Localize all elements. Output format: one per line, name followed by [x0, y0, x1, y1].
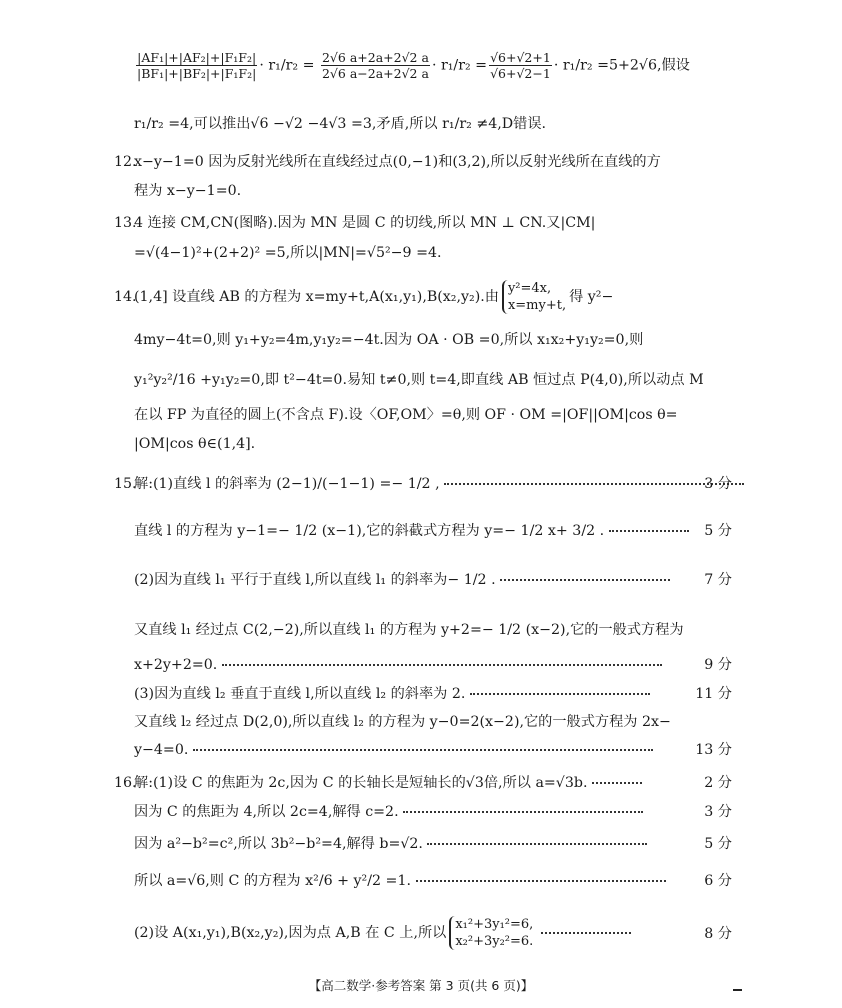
score-mark: 6 分	[704, 873, 732, 889]
q16-text: 因为 a²−b²=c²,所以 3b²−b²=4,解得 b=√2.	[134, 836, 423, 852]
dot-leader	[592, 782, 642, 784]
score-mark: 9 分	[704, 657, 732, 673]
q14-line-4: 在以 FP 为直径的圆上(不含点 F).设〈OF,OM〉=θ,则 OF · OM =|OF||OM|cos θ=	[134, 407, 678, 423]
q16-line-5	[134, 912, 738, 954]
score-mark: 11 分	[695, 686, 732, 702]
intro-text-2: =4,可以推出√6 −√2 −4√3 =3,矛盾,所以 r₁/r₂ ≠4,D错误.	[168, 116, 547, 132]
q15-text: 解:(1)直线 l 的斜率为 (2−1)/(−1−1) =− 1/2 ,	[134, 476, 440, 492]
dot-leader	[444, 483, 744, 485]
q15-line-8	[134, 740, 738, 760]
system-eq-2: x₂²+3y₂²=6.	[455, 934, 534, 949]
q15-text: y−4=0.	[134, 742, 189, 758]
dot-leader	[541, 932, 631, 934]
q13-line-1: 4 连接 CM,CN(图略).因为 MN 是圆 C 的切线,所以 MN ⊥ CN.又|CM|	[134, 215, 596, 231]
score-mark: 5 分	[704, 523, 732, 539]
q16-text: 所以 a=√6,则 C 的方程为 x²/6 + y²/2 =1.	[134, 873, 411, 889]
page-footer: 【高二数学·参考答案 第 3 页(共 6 页)】	[308, 978, 534, 993]
dot-leader	[222, 664, 662, 666]
dot-leader	[500, 579, 670, 581]
fraction-3	[489, 50, 552, 81]
q14-text: (1,4] 设直线 AB 的方程为 x=my+t,A(x₁,y₁),B(x₂,y₂).由	[134, 289, 499, 305]
q15-line-3	[134, 570, 738, 590]
intro-line-2: r₁/r₂ =4,可以推出√6 −√2 −4√3 =3,矛盾,所以 r₁/r₂ ≠4,D错误.	[134, 116, 547, 132]
dot-leader	[427, 843, 647, 845]
q15-text: (2)因为直线 l₁ 平行于直线 l,所以直线 l₁ 的斜率为− 1/2 .	[134, 572, 496, 588]
q13-number: 13.	[114, 215, 137, 231]
q12-line-2: 程为 x−y−1=0.	[134, 183, 242, 199]
q13-line-2: =√(4−1)²+(2+2)² =5,所以|MN|=√5²−9 =4.	[134, 245, 442, 261]
score-mark: 8 分	[704, 926, 732, 942]
dot-leader	[470, 693, 650, 695]
score-mark: 2 分	[704, 775, 732, 791]
q15-line-2	[134, 521, 738, 541]
fraction-denominator: 2√6 a−2a+2√2 a	[321, 66, 429, 81]
fraction-denominator: |BF₁|+|BF₂|+|F₁F₂|	[137, 66, 257, 81]
fraction-2	[321, 50, 430, 81]
q16-line-4	[134, 871, 738, 891]
q15-text: x+2y+2=0.	[134, 657, 218, 673]
equation-system	[449, 916, 533, 950]
score-mark: 7 分	[704, 572, 732, 588]
q15-text: (3)因为直线 l₂ 垂直于直线 l,所以直线 l₂ 的斜率为 2.	[134, 686, 466, 702]
score-mark: 13 分	[695, 742, 732, 758]
dot-leader	[193, 749, 653, 751]
q16-text: (2)设 A(x₁,y₁),B(x₂,y₂),因为点 A,B 在 C 上,所以	[134, 925, 447, 941]
score-mark: 3 分	[704, 476, 732, 492]
dot-leader	[416, 880, 666, 882]
q14-number: 14.	[114, 289, 137, 305]
q16-number: 16.	[114, 775, 137, 791]
ratio-fraction	[136, 50, 257, 81]
equation-system	[502, 280, 566, 314]
system-eq-2: x=my+t,	[507, 298, 567, 313]
fraction-numerator: 2√6 a+2a+2√2 a	[321, 50, 429, 65]
q14-line-1	[134, 276, 738, 318]
intro-text-end: =5+2√6,假设	[597, 57, 690, 74]
q15-line-5	[134, 655, 738, 675]
q16-text: 解:(1)设 C 的焦距为 2c,因为 C 的长轴长是短轴长的√3倍,所以 a=√3b.	[134, 775, 588, 791]
fraction-denominator: √6+√2−1	[490, 66, 551, 81]
q16-line-2	[134, 802, 738, 822]
q16-text: 因为 C 的焦距为 4,所以 2c=4,解得 c=2.	[134, 804, 399, 820]
q15-line-6	[134, 684, 738, 704]
corner-mark	[733, 989, 742, 991]
dot-leader	[609, 530, 689, 532]
score-mark: 3 分	[704, 804, 732, 820]
fraction-numerator: √6+√2+1	[490, 50, 551, 65]
q14-line-5: |OM|cos θ∈(1,4].	[134, 436, 256, 452]
dot-leader	[403, 811, 643, 813]
q15-line-7: 又直线 l₂ 经过点 D(2,0),所以直线 l₂ 的方程为 y−0=2(x−2),它的一般式方程为 2x−	[134, 714, 671, 730]
q15-line-1	[134, 474, 738, 494]
intro-line-1: $\frac{\text{|AF₁|+|AF₂|+|F₁F₂|}}{\text{|BF₁|+|BF₂|+|F₁F₂|}}$ · r₁/r₂ = $\frac{2√6 a+2a+2√2 a}{2√6 a-2a+2√2 a}$ · r₁/r₂ = $\frac{√6+√2+1}{√6+√2-1}$ · r₁/r₂ =5+2√6,假设	[137, 50, 690, 81]
q14-line-3: y₁²y₂²/16 +y₁y₂=0,即 t²−4t=0.易知 t≠0,则 t=4,即直线 AB 恒过点 P(4,0),所以动点 M	[134, 372, 704, 388]
q15-text: 直线 l 的方程为 y−1=− 1/2 (x−1),它的斜截式方程为 y=− 1/2 x+ 3/2 .	[134, 523, 605, 539]
system-eq-1: y²=4x,	[507, 281, 552, 296]
system-eq-1: x₁²+3y₁²=6,	[455, 917, 534, 932]
q16-line-3	[134, 834, 738, 854]
q12-number: 12.	[114, 154, 137, 170]
q12-line-1: x−y−1=0 因为反射光线所在直线经过点(0,−1)和(3,2),所以反射光线所在直线的方	[134, 154, 661, 170]
q15-line-4: 又直线 l₁ 经过点 C(2,−2),所以直线 l₁ 的方程为 y+2=− 1/2 (x−2),它的一般式方程为	[134, 622, 684, 638]
fraction-numerator: |AF₁|+|AF₂|+|F₁F₂|	[137, 50, 257, 65]
q15-number: 15.	[114, 476, 137, 492]
q14-text-end: 得 y²−	[569, 289, 614, 305]
score-mark: 5 分	[704, 836, 732, 852]
q14-line-2: 4my−4t=0,则 y₁+y₂=4m,y₁y₂=−4t.因为 OA · OB =0,所以 x₁x₂+y₁y₂=0,则	[134, 332, 644, 348]
q16-line-1	[134, 773, 738, 793]
intro-text: · r₁/r₂ =	[259, 57, 319, 74]
